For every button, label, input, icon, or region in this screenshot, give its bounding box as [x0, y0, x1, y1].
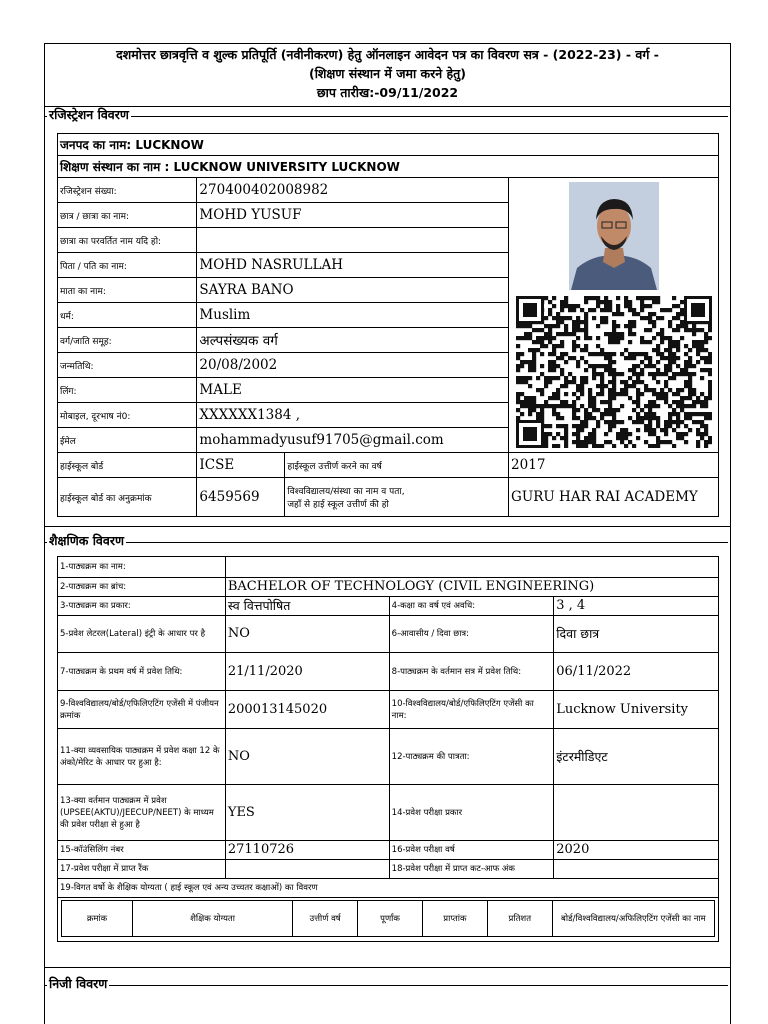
form-header [45, 44, 730, 102]
application-sheet [44, 43, 731, 1024]
qr-code [516, 296, 712, 448]
hs-board-value: ICSE [197, 453, 285, 478]
hs-year-value: 2017 [509, 453, 719, 478]
col-obtained-marks: प्राप्तांक [422, 901, 487, 937]
hs-school-label-line2: जहाँ से हाई स्कूल उत्तीर्ण की हो [287, 500, 389, 510]
father-name-label: पिता / पति का नाम: [58, 253, 197, 278]
qr-finder-pattern [684, 296, 712, 324]
student-name-label: छात्र / छात्रा का नाम: [58, 203, 197, 228]
counselling-number-label: 15-कॉउंसिलिंग नंबर [58, 841, 226, 860]
registration-section-bottom [45, 526, 730, 527]
category-value: अल्पसंख्यक वर्ग [197, 328, 509, 353]
residential-value: दिवा छात्र [554, 616, 719, 653]
cutoff-marks-value [554, 860, 719, 879]
qr-finder-pattern [516, 296, 544, 324]
entrance-admission-label: 13-क्या वर्तमान पाठ्यक्रम में प्रवेश (UPSEE(AKTU)/JEECUP/NEET) के माध्यम की प्रवेश परीक्षा से हुआ है [58, 785, 226, 841]
entrance-year-label: 16-प्रवेश परीक्षा वर्ष [389, 841, 554, 860]
institution-name: शिक्षण संस्थान का नाम : LUCKNOW UNIVERSITY LUCKNOW [58, 156, 719, 178]
gender-label: लिंग: [58, 378, 197, 403]
col-board-name: बोर्ड/विश्वविद्यालय/अफिलिएटिंग एजेंसी का नाम [552, 901, 714, 937]
university-name-value: Lucknow University [554, 691, 719, 729]
district-name: जनपद का नाम: LUCKNOW [58, 134, 719, 156]
course-name-label: 1-पाठ्यक्रम का नाम: [58, 557, 226, 578]
qualification-subtable-cell [58, 898, 719, 942]
hs-year-label: हाईस्कूल उत्तीर्ण करने का वर्ष [285, 453, 509, 478]
dob-label: जन्मतिथि: [58, 353, 197, 378]
changed-name-value [197, 228, 509, 253]
merit-admission-value: NO [225, 729, 389, 785]
course-eligibility-label: 12-पाठ्यक्रम की पात्रता: [389, 729, 554, 785]
father-name-value: MOHD NASRULLAH [197, 253, 509, 278]
course-type-label: 3-पाठ्यक्रम का प्रकार: [58, 597, 226, 616]
print-date: छाप तारीख:-09/11/2022 [316, 85, 459, 100]
registration-table [57, 133, 719, 517]
course-branch-value: BACHELOR OF TECHNOLOGY (CIVIL ENGINEERING) [225, 578, 718, 597]
form-title: दशमोत्तर छात्रवृत्ति व शुल्क प्रतिपूर्ति (नवीनीकरण) हेतु ऑनलाइन आवेदन पत्र का विवरण सत्र - (2022-23) - वर्ग - [116, 47, 659, 62]
personal-legend: निजी विवरण [49, 976, 108, 991]
entrance-rank-label: 17-प्रवेश परीक्षा में प्राप्त रैंक [58, 860, 226, 879]
education-fieldset-line [45, 542, 728, 543]
personal-fieldset-line [45, 985, 728, 986]
residential-label: 6-आवासीय / दिवा छात्र: [389, 616, 554, 653]
header-divider [45, 106, 730, 107]
course-eligibility-value: इंटरमीडिएट [554, 729, 719, 785]
student-photo-image [569, 182, 659, 290]
qualification-subtable [61, 900, 715, 937]
dob-value: 20/08/2002 [197, 353, 509, 378]
university-registration-label: 9-विश्वविद्यालय/बोर्ड/एफिलिएटिंग एजेंसी में पंजीयन क्रमांक [58, 691, 226, 729]
entrance-year-value: 2020 [554, 841, 719, 860]
mobile-value: XXXXXX1384 , [197, 403, 509, 428]
course-type-value: स्व वित्तपोषित [225, 597, 389, 616]
education-section-bottom [45, 967, 730, 968]
entrance-type-value [554, 785, 719, 841]
hs-school-label-line1: विश्वविद्यालय/संस्था का नाम व पता, [287, 487, 405, 497]
qr-finder-pattern [516, 420, 544, 448]
counselling-number-value: 27110726 [225, 841, 389, 860]
religion-value: Muslim [197, 303, 509, 328]
student-name-value: MOHD YUSUF [197, 203, 509, 228]
col-passing-year: उत्तीर्ण वर्ष [293, 901, 358, 937]
class-year-label: 4-कक्षा का वर्ष एवं अवधि: [389, 597, 554, 616]
col-qualification: शैक्षिक योग्यता [132, 901, 292, 937]
first-year-admission-value: 21/11/2020 [225, 653, 389, 691]
education-legend: शैक्षणिक विवरण [49, 533, 124, 548]
current-session-admission-value: 06/11/2022 [554, 653, 719, 691]
col-percentage: प्रतिशत [487, 901, 552, 937]
first-year-admission-label: 7-पाठ्यक्रम के प्रथम वर्ष में प्रवेश तिथि: [58, 653, 226, 691]
merit-admission-label: 11-क्या व्यवसायिक पाठ्यक्रम में प्रवेश कक्षा 12 के अंको/मेरिट के आधार पर हुआ है: [58, 729, 226, 785]
category-label: वर्ग/जाति समूह: [58, 328, 197, 353]
registration-fieldset-line [45, 116, 728, 117]
hs-school-label [285, 478, 509, 517]
education-table [57, 556, 719, 942]
hs-roll-label: हाईस्कूल बोर्ड का अनुक्रमांक [58, 478, 197, 517]
email-label: ईमेल [58, 428, 197, 453]
col-max-marks: पूर्णांक [358, 901, 423, 937]
previous-qualification-label: 19-विगत वर्षो के शैक्षिक योग्यता ( हाई स्कूल एवं अन्य उच्चतर कक्षाओं) का विवरण [58, 879, 719, 898]
entrance-type-label: 14-प्रवेश परीक्षा प्रकार [389, 785, 554, 841]
university-name-label: 10-विश्वविद्यालय/बोर्ड/एफिलिएटिंग एजेंसी का नाम: [389, 691, 554, 729]
hs-roll-value: 6459569 [197, 478, 285, 517]
mother-name-value: SAYRA BANO [197, 278, 509, 303]
mobile-label: मोबाइल, दूरभाष नं0: [58, 403, 197, 428]
student-photo [569, 182, 659, 290]
course-branch-label: 2-पाठ्यक्रम का ब्रांच: [58, 578, 226, 597]
class-year-value: 3 , 4 [554, 597, 719, 616]
cutoff-marks-label: 18-प्रवेश परीक्षा में प्राप्त कट-आफ अंक [389, 860, 554, 879]
registration-number-label: रजिस्ट्रेशन संख्या: [58, 178, 197, 203]
hs-board-label: हाईस्कूल बोर्ड [58, 453, 197, 478]
lateral-entry-value: NO [225, 616, 389, 653]
email-value: mohammadyusuf91705@gmail.com [197, 428, 509, 453]
course-name-value [225, 557, 718, 578]
hs-school-value: GURU HAR RAI ACADEMY [509, 478, 719, 517]
photo-qr-cell [509, 178, 719, 453]
current-session-admission-label: 8-पाठ्यक्रम के वर्तमान सत्र में प्रवेश तिथि: [389, 653, 554, 691]
religion-label: धर्म: [58, 303, 197, 328]
changed-name-label: छात्रा का परवर्तित नाम यदि हो: [58, 228, 197, 253]
gender-value: MALE [197, 378, 509, 403]
form-subtitle: (शिक्षण संस्थान में जमा करने हेतु) [308, 66, 467, 81]
col-serial: क्रमांक [62, 901, 133, 937]
entrance-rank-value [225, 860, 389, 879]
university-registration-value: 200013145020 [225, 691, 389, 729]
registration-number-value: 270400402008982 [197, 178, 509, 203]
registration-legend: रजिस्ट्रेशन विवरण [49, 107, 129, 122]
entrance-admission-value: YES [225, 785, 389, 841]
lateral-entry-label: 5-प्रवेश लेटरल(Lateral) इंट्री के आधार पर है [58, 616, 226, 653]
mother-name-label: माता का नाम: [58, 278, 197, 303]
